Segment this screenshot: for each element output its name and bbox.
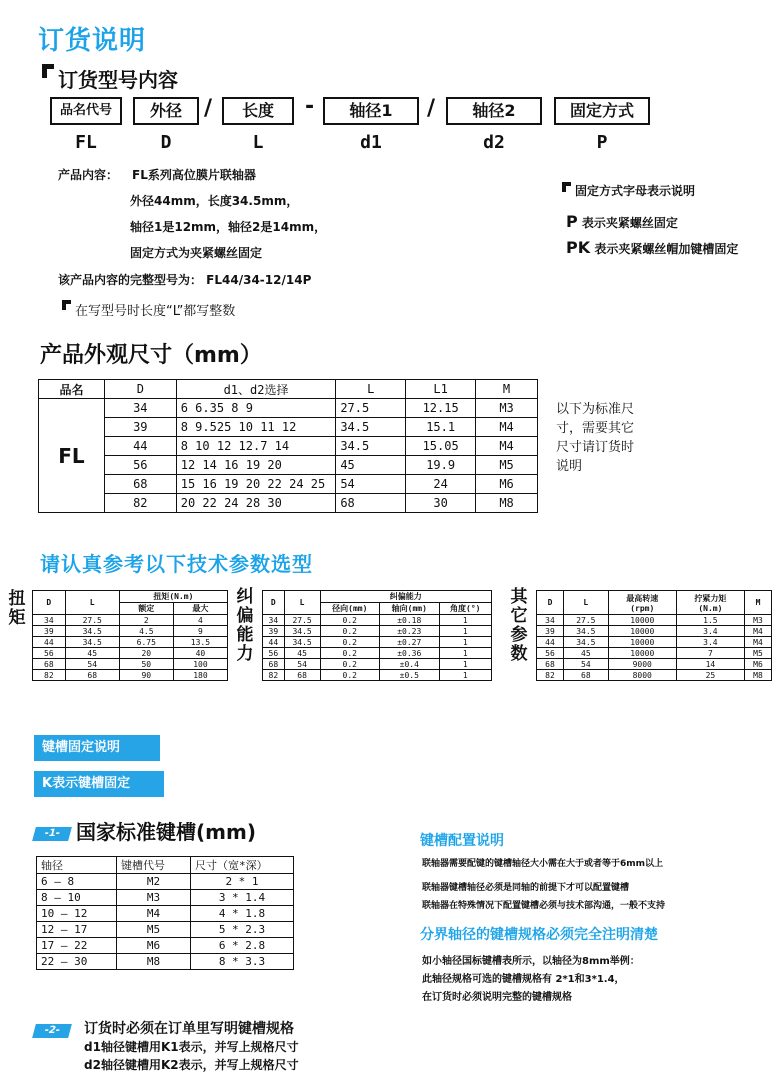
step-badge-2-wrap (34, 1020, 76, 1039)
cell: M3 (476, 399, 538, 418)
cell: 15.05 (406, 437, 476, 456)
col-header: L (284, 591, 320, 615)
step-badge-2: -2- (32, 1024, 72, 1038)
cell: 20 22 24 28 30 (176, 494, 336, 513)
col-header: L1 (406, 380, 476, 399)
col-header: D (263, 591, 285, 615)
deviation-table (262, 590, 492, 681)
model-box-length: 长度 (222, 97, 294, 125)
table-row: 12 — 17 M5 5 * 2.3 (37, 922, 294, 938)
col-header: 键槽代号 (117, 857, 191, 874)
table-row: 68 54 9000 14 M6 (537, 659, 772, 670)
table-row: 82 68 90 180 (33, 670, 228, 681)
order-model-heading: 订货型号内容 (42, 64, 178, 93)
keyway-table (36, 856, 294, 970)
code-D: D (160, 132, 172, 153)
config-line-2: 联轴器键槽轴径必须是同轴的前提下才可以配置键槽 (422, 883, 630, 893)
model-box-fix-method: 固定方式 (554, 97, 650, 125)
cell: M4 (476, 418, 538, 437)
col-header: 品名 (39, 380, 105, 399)
keyway-config-heading: 键槽配置说明 (420, 833, 504, 849)
col-header: 拧紧力矩 (N.m) (676, 591, 744, 615)
table-row: 82 68 8000 25 M8 (537, 670, 772, 681)
col-header: L (563, 591, 608, 615)
col-header: 径向(mm) (320, 603, 380, 615)
col-header: 角度(°) (439, 603, 491, 615)
note-line: 寸，需要其它 (556, 421, 635, 436)
separator-dash: - (305, 94, 315, 119)
table-row: 22 — 30 M8 8 * 3.3 (37, 954, 294, 970)
cell: 34.5 (336, 418, 406, 437)
table-row: 8 — 10 M3 3 * 1.4 (37, 890, 294, 906)
cell: 8 9.525 10 11 12 (176, 418, 336, 437)
config-line-3: 联轴器在特殊情况下配置键槽必须与技术部沟通，一般不支持 (422, 901, 666, 911)
cell: 8 10 12 12.7 14 (176, 437, 336, 456)
boundary-line-3: 在订货时必须说明完整的键槽规格 (422, 992, 572, 1003)
cell: 30 (406, 494, 476, 513)
cell: 6 6.35 8 9 (176, 399, 336, 418)
cell: 68 (104, 475, 176, 494)
dimensions-heading: 产品外观尺寸（mm） (40, 343, 262, 368)
other-params-label: 其 它 参 数 (510, 587, 528, 664)
full-model-line: 该产品内容的完整型号为： FL44/34-12/14P (58, 273, 312, 287)
cell: 15.1 (406, 418, 476, 437)
cell: 24 (406, 475, 476, 494)
cell: M4 (476, 437, 538, 456)
col-header: 额定 (119, 603, 173, 615)
col-header: L (65, 591, 119, 615)
table-row: 56 45 10000 7 M5 (537, 648, 772, 659)
col-header: L (336, 380, 406, 399)
deviation-label: 纠 偏 能 力 (236, 587, 254, 664)
cell: 34 (104, 399, 176, 418)
cell: 12 14 16 19 20 (176, 456, 336, 475)
table-row: 10 — 12 M4 4 * 1.8 (37, 906, 294, 922)
col-header: 扭矩(N.m) (119, 591, 227, 603)
k-keyway-bar: K表示键槽固定 (34, 771, 164, 797)
params-heading: 请认真参考以下技术参数选型 (40, 552, 313, 576)
table-row: 44 34.5 10000 3.4 M4 (537, 637, 772, 648)
corner-mark-icon (562, 182, 571, 192)
cell: 45 (336, 456, 406, 475)
table-row: 82 68 0.2 ±0.5 1 (263, 670, 492, 681)
table-row (39, 437, 538, 456)
model-box-outer-diameter: 外径 (133, 97, 199, 125)
content-label: 产品内容： (58, 168, 119, 182)
cell: 39 (104, 418, 176, 437)
cell: M8 (476, 494, 538, 513)
model-box-bore2: 轴径2 (446, 97, 542, 125)
table-row: 68 54 50 100 (33, 659, 228, 670)
table-row: 39 34.5 0.2 ±0.23 1 (263, 626, 492, 637)
corner-mark-icon (62, 300, 71, 310)
table-row: 39 34.5 4.5 9 (33, 626, 228, 637)
cell: 68 (336, 494, 406, 513)
col-header: 纠偏能力 (320, 591, 491, 603)
code-L: L (252, 132, 264, 153)
table-row: 34 27.5 2 4 (33, 615, 228, 626)
table-row (39, 399, 538, 418)
col-header: 尺寸（宽*深） (191, 857, 294, 874)
table-row: 56 45 0.2 ±0.36 1 (263, 648, 492, 659)
col-header: 最大 (173, 603, 227, 615)
boundary-line-2: 此轴径规格可选的键槽规格有 2*1和3*1.4， (422, 974, 625, 985)
note-line: 说明 (556, 459, 583, 474)
table-row: 17 — 22 M6 6 * 2.8 (37, 938, 294, 954)
keyway-fix-bar: 键槽固定说明 (34, 735, 160, 761)
torque-label: 扭 矩 (8, 589, 26, 628)
order-note-line-1: 订货时必须在订单里写明键槽规格 (84, 1021, 294, 1037)
table-row: 44 34.5 6.75 13.5 (33, 637, 228, 648)
code-d1: d1 (360, 132, 382, 153)
table-row: 6 — 8 M2 2 * 1 (37, 874, 294, 890)
content-line-4: 固定方式为夹紧螺丝固定 (130, 246, 263, 260)
cell: 54 (336, 475, 406, 494)
col-header: 轴向(mm) (380, 603, 440, 615)
table-row (39, 418, 538, 437)
fix-method-heading: 固定方式字母表示说明 (562, 182, 695, 199)
separator-slash-2: / (427, 96, 436, 121)
col-header: D (33, 591, 66, 615)
code-FL: FL (75, 132, 97, 153)
separator-slash: / (204, 96, 213, 121)
cell: 27.5 (336, 399, 406, 418)
cell: 56 (104, 456, 176, 475)
col-header: 轴径 (37, 857, 117, 874)
content-line-1: FL系列高位膜片联轴器 (132, 168, 256, 182)
cell: 19.9 (406, 456, 476, 475)
content-line-3: 轴径1是12mm，轴径2是14mm， (130, 220, 327, 234)
boundary-line-1: 如小轴径国标键槽表所示，以轴径为8mm举例： (422, 956, 640, 967)
order-note-line-3: d2轴径键槽用K2表示，并写上规格尺寸 (84, 1058, 299, 1072)
cell: 15 16 19 20 22 24 25 (176, 475, 336, 494)
cell: 82 (104, 494, 176, 513)
torque-table (32, 590, 228, 681)
table-row: 39 34.5 10000 3.4 M4 (537, 626, 772, 637)
length-note: 在写型号时长度“L”都写整数 (62, 300, 235, 319)
code-P: P (596, 132, 608, 153)
model-box-name-code: 品名代号 (50, 97, 122, 125)
table-row: 34 27.5 10000 1.5 M3 (537, 615, 772, 626)
keyway-standard-heading: -1- 国家标准键槽(mm) (34, 816, 256, 845)
col-header: M (744, 591, 771, 615)
boundary-heading: 分界轴径的键槽规格必须完全注明清楚 (420, 927, 658, 943)
model-box-bore1: 轴径1 (323, 97, 419, 125)
page-title: 订货说明 (38, 26, 147, 56)
table-row: 56 45 20 40 (33, 648, 228, 659)
cell: M5 (476, 456, 538, 475)
col-header: 最高转速 (rpm) (608, 591, 676, 615)
cell: 12.15 (406, 399, 476, 418)
table-row: 34 27.5 0.2 ±0.18 1 (263, 615, 492, 626)
table-row: 68 54 0.2 ±0.4 1 (263, 659, 492, 670)
table-row (39, 456, 538, 475)
note-line: 以下为标准尺 (556, 402, 635, 417)
col-header: D (537, 591, 564, 615)
table-row: 44 34.5 0.2 ±0.27 1 (263, 637, 492, 648)
order-note-line-2: d1轴径键槽用K1表示，并写上规格尺寸 (84, 1040, 299, 1054)
note-line: 尺寸请订货时 (556, 440, 635, 455)
table-row (39, 475, 538, 494)
cell: 34.5 (336, 437, 406, 456)
corner-mark-icon (42, 64, 54, 78)
content-line-2: 外径44mm，长度34.5mm， (130, 194, 299, 208)
col-header: D (104, 380, 176, 399)
code-d2: d2 (483, 132, 505, 153)
step-badge-1: -1- (32, 827, 72, 841)
fix-method-PK: PK 表示夹紧螺丝帽加键槽固定 (566, 238, 739, 257)
standard-size-note (556, 400, 634, 476)
col-header: d1、d2选择 (176, 380, 336, 399)
other-params-table (536, 590, 772, 681)
config-line-1: 联轴器需要配键的键槽轴径大小需在大于或者等于6mm以上 (422, 859, 664, 869)
fix-method-P: P 表示夹紧螺丝固定 (566, 212, 678, 231)
cell: 44 (104, 437, 176, 456)
product-cell: FL (39, 399, 105, 513)
dimensions-table (38, 379, 538, 513)
cell: M6 (476, 475, 538, 494)
table-row (39, 494, 538, 513)
col-header: M (476, 380, 538, 399)
